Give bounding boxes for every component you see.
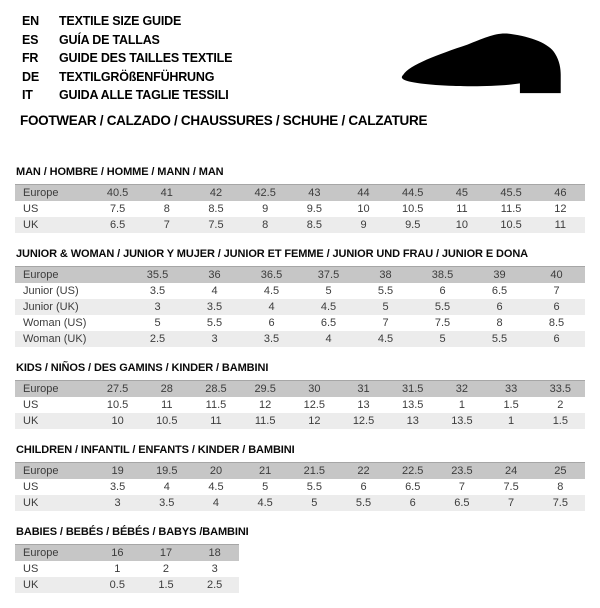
size-cell: 9 [262,203,269,215]
size-cell: 31 [357,383,370,395]
size-table-man [15,184,585,233]
size-cell: 3.5 [263,333,280,345]
size-cell: 6 [360,481,367,493]
size-cell: 22.5 [402,465,424,477]
size-cell: 11.5 [254,415,276,427]
table-row [15,201,585,217]
size-cell: 19.5 [156,465,178,477]
size-cell: 11.5 [500,203,522,215]
size-cell: 6.5 [454,497,470,509]
size-cell: 42.5 [254,187,276,199]
size-cell: 17 [159,547,173,559]
table-row [15,577,239,593]
size-cell: 1.5 [552,415,568,427]
size-cell: 36.5 [260,269,283,281]
size-cell: 6.5 [320,317,337,329]
section-title: KIDS / NIÑOS / DES GAMINS / KINDER / BAMBINI [16,362,269,374]
size-cell: 4.5 [320,301,337,313]
size-cell: 2 [162,563,170,575]
row-label: UK [23,579,39,591]
size-cell: 10.5 [156,415,178,427]
size-cell: 5.5 [491,333,508,345]
size-cell: 7.5 [208,219,224,231]
size-cell: 4.5 [208,481,224,493]
size-cell: 11 [456,203,468,215]
size-cell: 20 [209,465,223,477]
row-label: Europe [23,187,59,199]
size-cell: 6 [268,317,275,329]
size-cell: 23.5 [451,465,473,477]
size-cell: 5.5 [434,301,451,313]
size-cell: 6 [553,333,560,345]
size-cell: 32 [455,383,469,395]
language-code: IT [22,88,33,102]
size-cell: 12.5 [303,399,326,411]
size-cell: 3.5 [206,301,223,313]
size-cell: 12 [259,399,272,411]
size-cell: 37.5 [317,269,340,281]
table-row [15,217,585,233]
language-row-en [22,12,232,31]
table-row [15,381,585,398]
table-row [15,283,585,299]
language-label: GUIDE DES TAILLES TEXTILE [59,51,233,65]
row-label: Europe [23,269,59,281]
table-row [15,397,585,413]
size-cell: 3 [154,301,161,313]
size-cell: 1 [458,399,465,411]
table-row [15,479,585,495]
size-cell: 7 [382,317,389,329]
row-label: UK [23,219,39,231]
size-cell: 13.5 [451,415,473,427]
size-cell: 42 [209,187,223,199]
size-cell: 40 [550,269,563,281]
size-cell: 10 [455,219,469,231]
language-row-es [22,31,232,50]
size-cell: 4.5 [257,497,273,509]
size-cell: 13 [357,399,370,411]
size-cell: 7.5 [434,317,451,329]
size-cell: 7.5 [109,203,126,215]
size-table-children [15,462,585,511]
size-cell: 10.5 [106,399,129,411]
size-cell: 5.5 [377,285,394,297]
size-cell: 30 [308,383,321,395]
size-cell: 3.5 [109,481,126,493]
size-cell: 4 [268,301,275,313]
size-cell: 39 [493,269,506,281]
size-cell: 5 [311,497,318,509]
size-cell: 8 [557,481,564,493]
size-cell: 7.5 [552,497,568,509]
table-row [15,299,585,315]
size-cell: 7 [458,481,465,493]
size-cell: 4.5 [263,285,280,297]
size-cell: 10.5 [500,219,522,231]
size-cell: 5.5 [306,481,322,493]
size-cell: 12.5 [352,415,375,427]
row-label: UK [23,497,39,509]
size-cell: 13.5 [402,399,424,411]
table-row [15,463,585,480]
size-cell: 3 [211,333,218,345]
dress-shoe-icon [392,30,574,98]
language-code: ES [22,32,39,47]
table-row [15,561,239,577]
section-babies [15,526,585,593]
size-cell: 8.5 [548,317,565,329]
size-cell: 6 [496,301,503,313]
size-table-junior-woman [15,266,585,347]
language-row-de [22,68,232,87]
size-cell: 8 [496,317,503,329]
language-code: DE [22,69,39,84]
row-label: Europe [23,383,59,395]
section-title: BABIES / BEBÉS / BÉBÉS / BABYS /BAMBINI [16,526,249,538]
language-label: GUIDA ALLE TAGLIE TESSILI [59,88,229,102]
size-cell: 38 [379,269,392,281]
size-cell: 18 [208,547,221,559]
size-cell: 1 [508,415,515,427]
language-row-it [22,86,232,105]
size-cell: 7 [508,497,515,509]
size-cell: 5 [439,333,446,345]
row-label: UK [23,415,39,427]
size-cell: 25 [554,465,567,477]
size-cell: 11 [161,399,173,411]
size-cell: 11.5 [205,399,227,411]
size-cell: 24 [504,465,518,477]
size-cell: 6 [553,301,560,313]
size-cell: 4.5 [377,333,394,345]
size-cell: 27.5 [106,383,129,395]
row-label: US [23,481,39,493]
size-cell: 16 [111,547,124,559]
language-label: TEXTILE SIZE GUIDE [59,14,182,28]
size-cell: 33.5 [549,383,572,395]
table-row [15,545,239,562]
size-cell: 2.5 [207,579,223,591]
table-row [15,315,585,331]
table-row [15,331,585,347]
table-row [15,495,585,511]
size-cell: 8.5 [306,219,322,231]
size-cell: 4 [325,333,332,345]
size-table-kids [15,380,585,429]
size-cell: 8 [163,203,170,215]
size-cell: 38.5 [431,269,454,281]
size-cell: 22 [357,465,370,477]
language-label: TEXTILGRÖßENFÜHRUNG [59,69,215,84]
language-code: EN [22,14,39,28]
size-cell: 7 [163,219,170,231]
language-label: GUÍA DE TALLAS [59,32,160,47]
size-cell: 1 [114,563,121,575]
size-cell: 5 [325,285,332,297]
row-label: Junior (US) [23,285,79,297]
size-cell: 8.5 [208,203,224,215]
size-cell: 13 [406,415,419,427]
size-cell: 5.5 [355,497,372,509]
size-cell: 44 [357,187,370,199]
size-cell: 45.5 [500,187,522,199]
size-cell: 3.5 [159,497,175,509]
size-cell: 6 [409,497,416,509]
size-cell: 10 [357,203,370,215]
section-man [15,166,585,233]
size-cell: 9.5 [306,203,322,215]
size-cell: 12 [308,415,321,427]
size-cell: 44.5 [402,187,424,199]
size-cell: 1.5 [158,579,174,591]
size-cell: 4 [212,497,220,509]
size-cell: 36 [208,269,221,281]
size-cell: 3 [114,497,121,509]
size-cell: 45 [455,187,469,199]
size-cell: 2 [557,399,564,411]
size-table-babies [15,544,239,593]
row-label: Europe [23,465,59,477]
size-cell: 5.5 [206,317,223,329]
section-title: MAN / HOMBRE / HOMME / MANN / MAN [16,166,224,178]
size-cell: 4 [163,481,170,493]
size-cell: 5 [262,481,269,493]
row-label: US [23,203,39,215]
size-cell: 33 [504,383,518,395]
section-title: JUNIOR & WOMAN / JUNIOR Y MUJER / JUNIOR ET FEMME / JUNIOR UND FRAU / JUNIOR E DONA [16,248,529,260]
size-cell: 19 [111,465,124,477]
section-junior-woman [15,248,585,347]
table-row [15,185,585,202]
size-cell: 28.5 [205,383,227,395]
size-cell: 8 [262,219,269,231]
size-cell: 3 [211,563,218,575]
section-children [15,444,585,511]
size-cell: 10.5 [402,203,424,215]
size-cell: 1.5 [503,399,519,411]
language-code: FR [22,51,39,65]
size-cell: 29.5 [254,383,276,395]
size-cell: 6 [439,285,446,297]
size-cell: 9 [360,219,367,231]
size-cell: 6.5 [491,285,508,297]
section-title: CHILDREN / INFANTIL / ENFANTS / KINDER / BAMBINI [16,444,295,456]
size-cell: 28 [160,383,173,395]
size-cell: 6.5 [405,481,421,493]
section-kids [15,362,585,429]
size-cell: 10 [111,415,124,427]
size-tables [15,166,585,608]
size-cell: 7.5 [503,481,519,493]
category-title: FOOTWEAR / CALZADO / CHAUSSURES / SCHUHE / CALZATURE [20,113,428,128]
size-cell: 46 [554,187,567,199]
size-cell: 21 [259,465,272,477]
size-cell: 41 [160,187,173,199]
size-cell: 11 [554,219,567,231]
size-cell: 35.5 [146,269,169,281]
size-cell: 5 [382,301,389,313]
size-cell: 7 [553,285,560,297]
row-label: Woman (US) [23,317,87,329]
row-label: US [23,399,39,411]
row-label: Junior (UK) [23,301,79,313]
size-cell: 31.5 [402,383,424,395]
size-cell: 6.5 [109,219,126,231]
size-cell: 40.5 [106,187,129,199]
size-cell: 0.5 [109,579,125,591]
table-row [15,413,585,429]
size-cell: 11 [210,415,222,427]
size-cell: 12 [554,203,567,215]
size-cell: 43 [308,187,321,199]
size-cell: 5 [154,317,161,329]
row-label: US [23,563,39,575]
size-cell: 4 [211,285,218,297]
size-cell: 2.5 [149,333,166,345]
language-list [22,12,232,105]
row-label: Woman (UK) [23,333,87,345]
language-row-fr [22,49,232,68]
size-cell: 3.5 [149,285,166,297]
row-label: Europe [23,547,59,559]
table-row [15,267,585,284]
size-cell: 21.5 [303,465,326,477]
size-cell: 9.5 [405,219,421,231]
